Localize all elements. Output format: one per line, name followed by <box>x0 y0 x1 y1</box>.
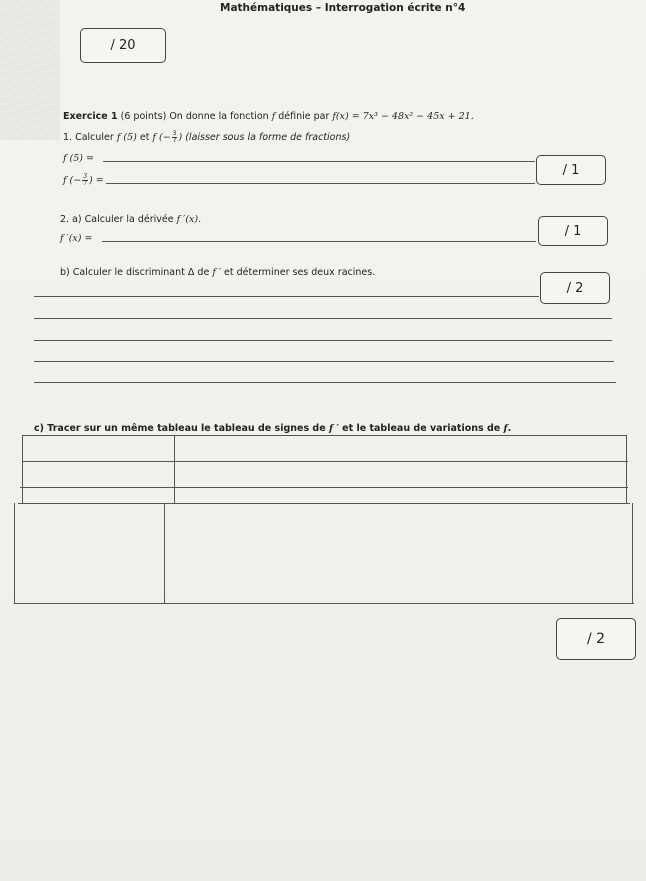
f5-expression: f (5) <box>116 132 137 143</box>
answer-derivative-line[interactable] <box>102 241 536 242</box>
answer-f-minus-label <box>63 174 104 187</box>
answer-2b-line-2[interactable] <box>34 318 612 319</box>
variation-table[interactable] <box>22 435 634 605</box>
question-2b-rest: et déterminer ses deux racines. <box>221 267 376 278</box>
answer-f-minus-line[interactable] <box>106 183 535 184</box>
page-title: Mathématiques – Interrogation écrite n°4 <box>220 2 466 14</box>
answer-f5-line[interactable] <box>103 161 535 162</box>
table-row-divider-1 <box>22 461 628 462</box>
question-1-score-box[interactable] <box>536 155 606 185</box>
answer-fraction-denominator: 7 <box>83 180 88 187</box>
answer-fraction-numerator: 3 <box>83 173 88 180</box>
question-2a-label: 2. a) Calculer la dérivée <box>60 214 177 225</box>
answer-2b-line-3[interactable] <box>34 340 612 341</box>
question-2b <box>60 267 375 278</box>
table-header-column-divider-bottom <box>164 503 165 603</box>
fraction-denominator: 7 <box>172 137 177 144</box>
f-minus-open: f (− <box>152 132 171 143</box>
question-2b-fprime: f ′ <box>212 267 222 278</box>
exercise-defined: définie par <box>275 111 333 122</box>
table-left-border-bottom <box>14 503 15 603</box>
f-minus-close: ) <box>178 132 183 143</box>
answer-2b-line-4[interactable] <box>34 361 614 362</box>
table-row-divider-3 <box>18 503 630 504</box>
total-score-box[interactable] <box>80 28 166 63</box>
question-2b-score-box[interactable] <box>540 272 610 304</box>
question-1 <box>63 131 350 144</box>
question-1-score: / 1 <box>562 162 580 178</box>
fraction-3-7 <box>172 131 178 144</box>
function-expression: f(x) = 7x³ − 48x² − 45x + 21. <box>332 111 474 122</box>
question-2c-label-end: . <box>507 423 512 434</box>
total-score-label: / 20 <box>110 38 136 53</box>
table-left-border-top <box>22 435 23 503</box>
exercise-number: Exercice 1 <box>63 111 118 122</box>
table-top-border <box>22 435 626 436</box>
answer-2b-line-1[interactable] <box>34 296 539 297</box>
table-right-border-bottom <box>632 503 633 603</box>
question-2c-f: f <box>503 423 508 434</box>
fraction-note: (laisser sous la forme de fractions) <box>182 132 351 143</box>
fraction-numerator: 3 <box>172 130 177 137</box>
derivative-expression: f ′(x). <box>176 214 202 225</box>
table-bottom-border <box>14 603 634 604</box>
table-right-border-top <box>626 435 627 503</box>
question-2c-fprime: f ′ <box>328 423 339 434</box>
answer-f5-label: f (5) = <box>63 153 94 164</box>
exercise-points: (6 points) On donne la fonction <box>117 111 272 122</box>
question-2c <box>34 423 511 434</box>
page-fold-edge <box>0 0 60 140</box>
question-2a-score-box[interactable] <box>538 216 608 246</box>
table-header-column-divider-top <box>174 435 175 503</box>
question-2b-score: / 2 <box>566 280 584 296</box>
answer-f-minus-open: f (− <box>63 175 82 186</box>
function-letter: f <box>271 111 276 122</box>
answer-2b-line-5[interactable] <box>34 382 616 383</box>
question-2c-score-box[interactable] <box>556 618 636 660</box>
answer-fraction-3-7 <box>82 174 88 187</box>
exercise-heading <box>63 111 474 122</box>
table-row-divider-2 <box>20 487 628 488</box>
question-1-label: 1. Calculer <box>63 132 117 143</box>
question-2c-label-mid: et le tableau de variations de <box>338 423 504 434</box>
question-1-and: et <box>136 132 153 143</box>
question-2b-label: b) Calculer le discriminant Δ de <box>60 267 213 278</box>
answer-f-minus-close: ) = <box>89 175 104 186</box>
question-2a-score: / 1 <box>564 223 582 239</box>
question-2c-label-start: c) Tracer sur un même tableau le tableau de signes de <box>34 423 329 434</box>
question-2c-score: / 2 <box>586 631 606 647</box>
question-2a <box>60 214 201 225</box>
answer-derivative-label: f ′(x) = <box>60 233 93 244</box>
